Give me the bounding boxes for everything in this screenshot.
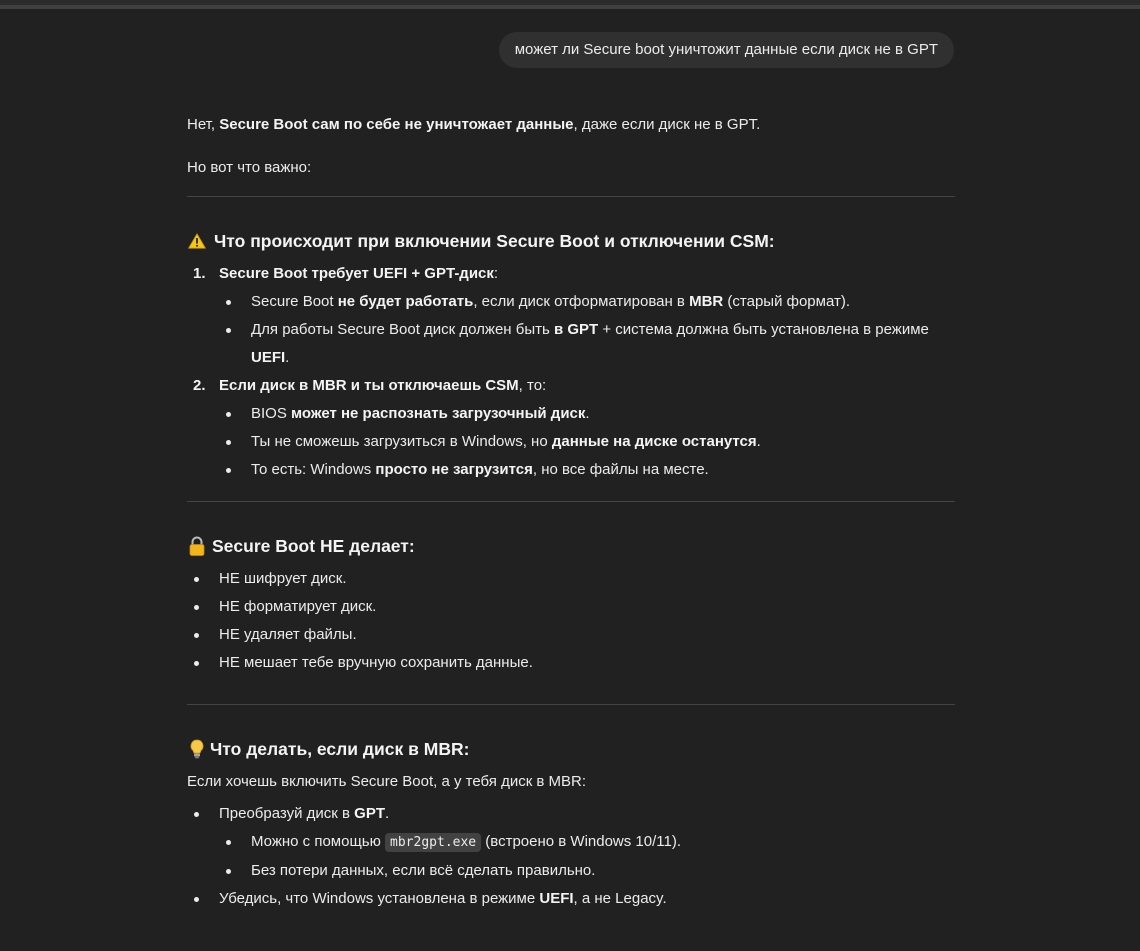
text-part: Ты не сможешь загрузиться в Windows, но: [251, 433, 552, 450]
text-part: (старый формат).: [723, 293, 851, 310]
section1-title: Что происходит при включении Secure Boot и отключении CSM:: [214, 231, 775, 251]
lead-suffix: , даже если диск не в GPT.: [573, 116, 761, 133]
text-part: Можно с помощью: [251, 833, 386, 850]
text-part: Для работы Secure Boot диск должен быть: [251, 321, 554, 338]
lock-icon: [187, 536, 207, 556]
lead-prefix: Нет,: [187, 116, 220, 133]
text-part: , но все файлы на месте.: [532, 461, 709, 478]
list-item: [187, 885, 955, 913]
top-bar-divider: [0, 5, 1140, 9]
list-item: [219, 428, 955, 456]
text-part: + система должна быть установлена в режиме: [598, 321, 929, 338]
section1-item-2: [187, 372, 955, 484]
section3-intro: Если хочешь включить Secure Boot, а у тебя диск в MBR:: [187, 773, 587, 790]
text-bold: UEFI: [251, 349, 286, 366]
section2-heading: [187, 531, 955, 561]
section3-item-1-sublist: [219, 828, 955, 885]
section3-list: [187, 800, 955, 913]
list-item: [219, 400, 955, 428]
text-part: Secure Boot: [251, 293, 338, 310]
section3-heading: [187, 734, 955, 764]
section1-item-1-sublist: [219, 288, 955, 372]
item-suffix: :: [493, 265, 499, 282]
text-part: .: [285, 349, 290, 366]
inline-code: mbr2gpt.exe: [385, 833, 481, 852]
divider-1: [187, 196, 955, 197]
text-bold: данные на диске останутся: [551, 433, 757, 450]
section2-list: [187, 565, 955, 677]
text-bold: не будет работать: [337, 293, 474, 310]
section1-list: [187, 260, 955, 484]
item-suffix: , то:: [518, 377, 547, 394]
divider-3: [187, 704, 955, 705]
section1-item-2-sublist: [219, 400, 955, 484]
list-item: [219, 316, 955, 372]
text-bold: в GPT: [553, 321, 599, 338]
section2-title: Secure Boot НЕ делает:: [212, 536, 415, 556]
text-bold: может не распознать загрузочный диск: [291, 405, 586, 422]
lead-paragraph: [187, 111, 955, 139]
text-bold: просто не загрузится: [375, 461, 533, 478]
text-part: , а не Legacy.: [573, 890, 667, 907]
text-part: Убедись, что Windows установлена в режиме: [219, 890, 540, 907]
important-paragraph: Но вот что важно:: [187, 159, 312, 176]
list-item: НЕ мешает тебе вручную сохранить данные.: [187, 649, 955, 677]
list-item: [219, 456, 955, 484]
list-item: НЕ удаляет файлы.: [187, 621, 955, 649]
warning-icon: [187, 231, 207, 251]
list-marker: 2.: [193, 377, 206, 394]
item-bold: Если диск в MBR и ты отключаешь CSM: [219, 377, 519, 394]
text-part: .: [756, 433, 761, 450]
section3-title: Что делать, если диск в MBR:: [210, 739, 470, 759]
text-part: (встроено в Windows 10/11).: [481, 833, 682, 850]
item-bold: Secure Boot требует UEFI + GPT-диск: [219, 265, 494, 282]
lead-bold: Secure Boot сам по себе не уничтожает данные: [219, 116, 574, 133]
assistant-answer: [187, 111, 955, 913]
text-part: .: [585, 405, 590, 422]
list-item: [219, 828, 955, 857]
text-part: .: [385, 805, 390, 822]
text-part: , если диск отформатирован в: [473, 293, 690, 310]
text-bold: UEFI: [539, 890, 574, 907]
section1-heading: [187, 226, 955, 256]
text-bold: MBR: [689, 293, 724, 310]
list-marker: 1.: [193, 265, 206, 282]
list-item: НЕ шифрует диск.: [187, 565, 955, 593]
user-message-bubble: [499, 32, 954, 68]
text-part: То есть: Windows: [251, 461, 376, 478]
list-item: [187, 800, 955, 885]
list-item: Без потери данных, если всё сделать правильно.: [219, 857, 955, 885]
text-part: Преобразуй диск в: [219, 805, 355, 822]
text-bold: GPT: [354, 805, 386, 822]
user-message-text: может ли Secure boot уничтожит данные если диск не в GPT: [514, 41, 938, 58]
section1-item-1: [187, 260, 955, 372]
lightbulb-icon: [187, 739, 207, 759]
text-part: BIOS: [251, 405, 292, 422]
list-item: НЕ форматирует диск.: [187, 593, 955, 621]
list-item: [219, 288, 955, 316]
divider-2: [187, 501, 955, 502]
